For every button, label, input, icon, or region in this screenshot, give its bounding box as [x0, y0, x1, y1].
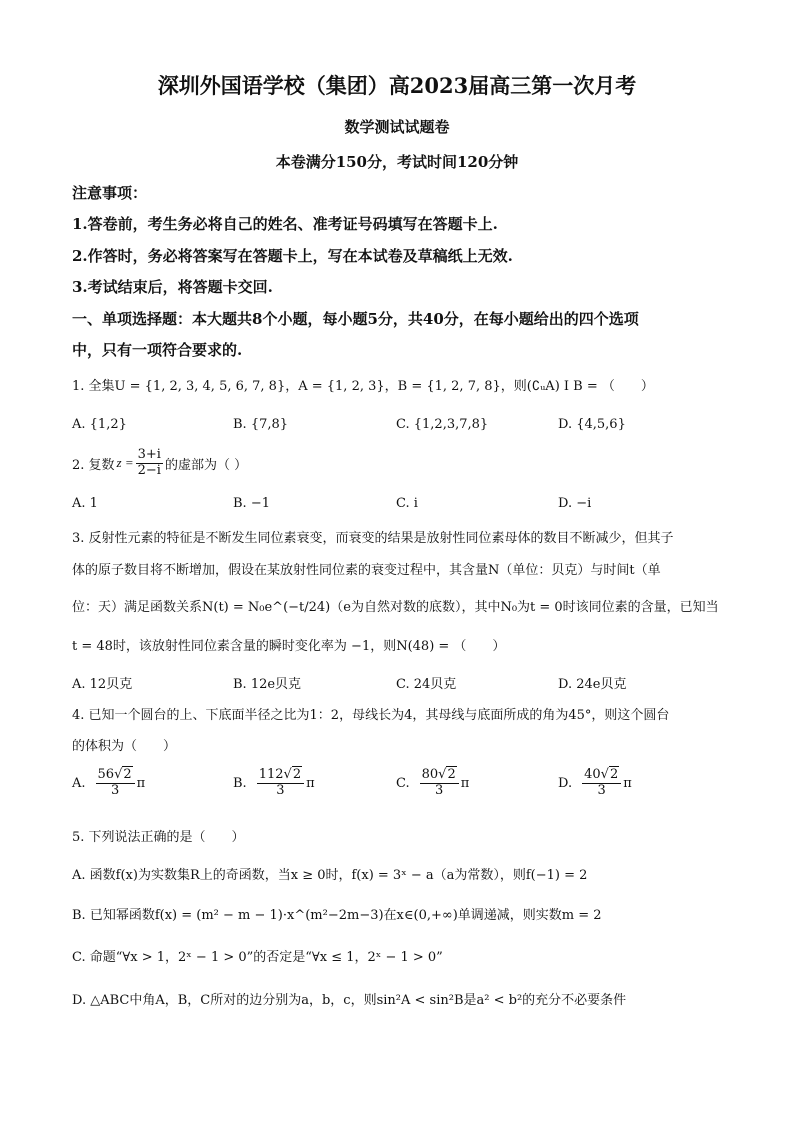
- question-1-stem: 1. 全集U = {1, 2, 3, 4, 5, 6, 7, 8}，A = {1, 2, 3}，B = {1, 2, 7, 8}，则(∁ᵤA) I B = （ ）: [72, 379, 654, 394]
- q2-numerator: 3+i: [137, 447, 161, 462]
- q1-option-a: A. {1,2}: [72, 417, 127, 432]
- q4-option-b: [233, 768, 315, 799]
- q4-option-d: [558, 768, 632, 799]
- q2-fraction: [136, 448, 163, 479]
- q4-den: 3: [276, 782, 285, 798]
- q3-option-d: D. 24e贝克: [558, 677, 627, 692]
- q2-option-b: B. −1: [233, 496, 270, 511]
- question-3-line: 体的原子数目将不断增加，假设在某放射性同位素的衰变过程中，其含量N（单位：贝克）与时间t（单: [72, 563, 661, 578]
- q2-denominator: 2−i: [137, 462, 161, 478]
- question-3-line: 3. 反射性元素的特征是不断发生同位素衰变，而衰变的结果是放射性同位素母体的数目不断减少，但其子: [72, 531, 674, 546]
- q5-option-a: A. 函数f(x)为实数集R上的奇函数，当x ≥ 0时，f(x) = 3ˣ − a（a为常数），则f(−1) = 2: [72, 868, 588, 883]
- q1-option-c: C. {1,2,3,7,8}: [396, 417, 489, 432]
- section-heading: 一、单项选择题：本大题共8个小题，每小题5分，共40分，在每小题给出的四个选项: [72, 310, 639, 328]
- q4-option-label: B.: [233, 775, 247, 791]
- question-4-line: 4. 已知一个圆台的上、下底面半径之比为1：2，母线长为4，其母线与底面所成的角为45°，则这个圆台: [72, 708, 670, 723]
- question-4-line: 的体积为（ ）: [72, 739, 177, 754]
- q4-den: 3: [597, 782, 606, 798]
- q5-option-b: B. 已知幂函数f(x) = (m² − m − 1)·x^(m²−2m−3)在x∈(0,+∞)单调递减，则实数m = 2: [72, 908, 602, 923]
- q4-den: 3: [435, 782, 444, 798]
- q5-option-d: D. △ABC中角A，B，C所对的边分别为a，b，c，则sin²A < sin²B是a² < b²的充分不必要条件: [72, 993, 627, 1008]
- notes-item: 2.作答时，务必将答案写在答题卡上，写在本试卷及草稿纸上无效.: [72, 247, 513, 265]
- q4-root: 2: [123, 767, 132, 782]
- q4-root: 2: [292, 767, 302, 782]
- q4-coef: 80: [421, 767, 439, 782]
- exam-title: 深圳外国语学校（集团）高2023届高三第一次月考: [157, 73, 637, 98]
- q4-fraction: $\frac{56√2}{3}$: [96, 768, 135, 799]
- q4-coef: 112: [258, 767, 284, 782]
- exam-subtitle: 数学测试试题卷: [344, 118, 450, 136]
- q4-fraction: $\frac{112√2}{3}$: [257, 768, 304, 799]
- q2-option-c: C. i: [396, 496, 418, 511]
- exam-info: 本卷满分150分，考试时间120分钟: [275, 153, 519, 171]
- q3-option-a: A. 12贝克: [72, 677, 133, 692]
- question-3-line: 位：天）满足函数关系N(t) = N₀e^(−t/24)（e为自然对数的底数），其中N₀为t = 0时该同位素的含量，已知当: [72, 600, 719, 615]
- q4-pi: π: [623, 775, 632, 791]
- q4-option-c: [396, 768, 469, 799]
- section-heading-cont: 中，只有一项符合要求的.: [72, 341, 243, 359]
- question-5-stem: 5. 下列说法正确的是（ ）: [72, 830, 245, 845]
- q4-fraction: $\frac{40√2}{3}$: [582, 768, 621, 799]
- q4-option-label: C.: [396, 775, 410, 791]
- q3-option-b: B. 12e贝克: [233, 677, 302, 692]
- q4-fraction: $\frac{80√2}{3}$: [420, 768, 459, 799]
- q2-suffix: 的虚部为（ ）: [164, 457, 248, 473]
- q2-prefix: 2. 复数: [72, 457, 115, 473]
- q2-option-d: D. −i: [558, 496, 592, 511]
- q2-option-a: A. 1: [72, 496, 98, 511]
- q5-option-c: C. 命题“∀x > 1，2ˣ − 1 > 0”的否定是“∀x ≤ 1，2ˣ − 1 > 0”: [72, 950, 443, 965]
- q1-option-d: D. {4,5,6}: [558, 417, 626, 432]
- q4-option-a: [72, 768, 145, 799]
- q4-root: 2: [609, 767, 619, 782]
- q4-den: 3: [110, 782, 120, 798]
- q4-coef: 40: [584, 767, 601, 782]
- question-3-line: t = 48时，该放射性同位素含量的瞬时变化率为 −1，则N(48) = （ ）: [72, 639, 506, 654]
- q2-variable: z =: [116, 455, 134, 471]
- q4-option-label: D.: [558, 775, 573, 791]
- q4-option-label: A.: [72, 775, 86, 791]
- q4-pi: π: [306, 775, 315, 791]
- q4-root: 2: [447, 767, 456, 782]
- notes-item: 1.答卷前，考生务必将自己的姓名、准考证号码填写在答题卡上.: [72, 215, 498, 233]
- notes-heading: 注意事项：: [72, 184, 148, 202]
- q4-pi: π: [460, 775, 470, 791]
- q4-pi: π: [136, 775, 146, 791]
- notes-item: 3.考试结束后，将答题卡交回.: [72, 278, 273, 296]
- q4-coef: 56: [97, 767, 115, 782]
- q1-option-b: B. {7,8}: [233, 417, 289, 432]
- q3-option-c: C. 24贝克: [396, 677, 457, 692]
- question-2-stem: [72, 448, 247, 479]
